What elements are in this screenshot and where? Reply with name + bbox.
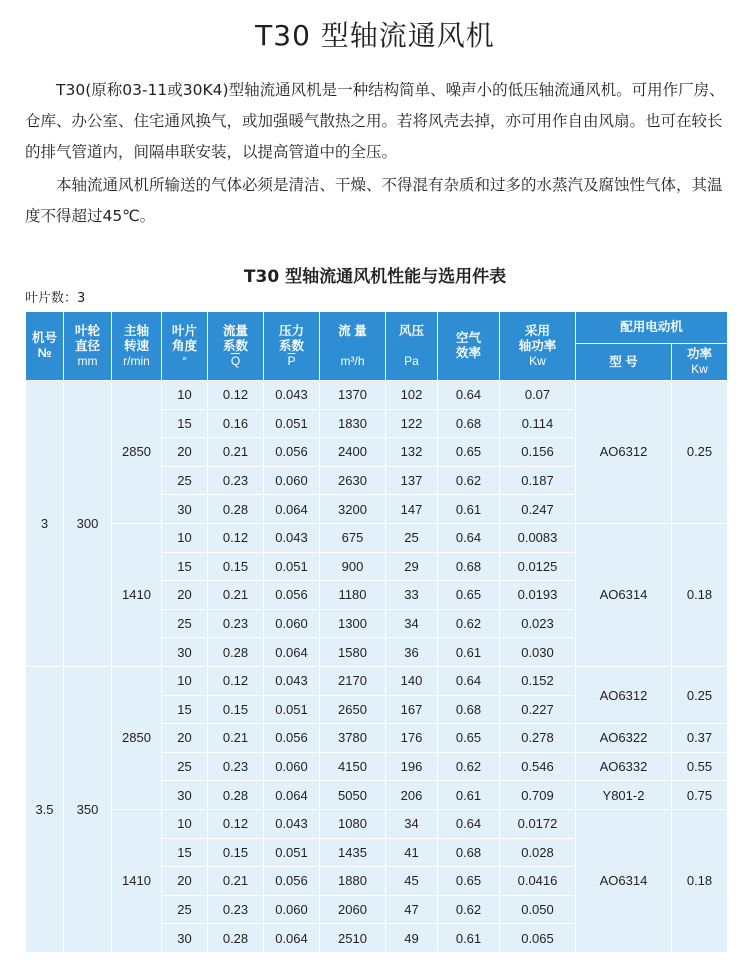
efficiency-cell: 0.62 [438,752,500,781]
table-row [26,809,728,838]
header-flow-coefficient: 流量 系数 $\overline{Q}$ [208,312,264,381]
pressure-cell: 36 [386,638,438,667]
shaft-power-cell: 0.187 [500,466,576,495]
flow-cell: 1880 [320,867,386,896]
shaft-speed-cell: 1410 [112,523,162,666]
pressure-cell: 137 [386,466,438,495]
flow-coefficient-cell: 0.28 [208,495,264,524]
flow-coefficient-cell: 0.21 [208,867,264,896]
efficiency-cell: 0.64 [438,523,500,552]
shaft-power-cell: 0.247 [500,495,576,524]
flow-cell: 1830 [320,409,386,438]
flow-cell: 1080 [320,809,386,838]
shaft-power-cell: 0.0416 [500,867,576,896]
motor-model-cell: AO6312 [576,381,672,524]
flow-coefficient-cell: 0.23 [208,609,264,638]
pressure-coefficient-cell: 0.043 [264,666,320,695]
pressure-coefficient-cell: 0.060 [264,466,320,495]
flow-cell: 1435 [320,838,386,867]
shaft-speed-cell: 2850 [112,381,162,524]
shaft-power-cell: 0.065 [500,924,576,953]
pressure-coefficient-cell: 0.060 [264,609,320,638]
flow-cell: 1580 [320,638,386,667]
flow-cell: 1180 [320,581,386,610]
pressure-coefficient-cell: 0.056 [264,438,320,467]
pressure-coefficient-cell: 0.043 [264,381,320,410]
flow-cell: 4150 [320,752,386,781]
header-motor-power: 功率 Kw [672,344,728,381]
header-impeller-diameter: 叶轮 直径 mm [64,312,112,381]
flow-cell: 2650 [320,695,386,724]
blade-angle-cell: 15 [162,552,208,581]
flow-cell: 675 [320,523,386,552]
shaft-power-cell: 0.278 [500,724,576,753]
flow-coefficient-cell: 0.12 [208,523,264,552]
efficiency-cell: 0.62 [438,895,500,924]
pressure-cell: 167 [386,695,438,724]
blade-angle-cell: 10 [162,523,208,552]
header-blade-angle: 叶片 角度 ° [162,312,208,381]
header-shaft-speed: 主轴 转速 r/min [112,312,162,381]
flow-cell: 3780 [320,724,386,753]
flow-coefficient-cell: 0.28 [208,781,264,810]
pressure-cell: 147 [386,495,438,524]
shaft-power-cell: 0.546 [500,752,576,781]
blade-angle-cell: 20 [162,581,208,610]
flow-cell: 1370 [320,381,386,410]
header-motor-group: 配用电动机 [576,312,728,344]
motor-power-cell: 0.37 [672,724,728,753]
pressure-cell: 47 [386,895,438,924]
efficiency-cell: 0.61 [438,781,500,810]
shaft-power-cell: 0.0125 [500,552,576,581]
motor-model-cell: AO6332 [576,752,672,781]
flow-coefficient-cell: 0.12 [208,666,264,695]
gas-requirement-paragraph: 本轴流通风机所输送的气体必须是清洁、干燥、不得混有杂质和过多的水蒸汽及腐蚀性气体，其温度不得超过45℃。 [25,176,723,225]
shaft-power-cell: 0.227 [500,695,576,724]
header-shaft-power: 采用 轴功率 Kw [500,312,576,381]
pressure-cell: 102 [386,381,438,410]
machine-no-cell: 3 [26,381,64,667]
pressure-coefficient-cell: 0.064 [264,924,320,953]
pressure-cell: 29 [386,552,438,581]
flow-cell: 3200 [320,495,386,524]
flow-cell: 2400 [320,438,386,467]
flow-coefficient-cell: 0.15 [208,838,264,867]
pressure-cell: 33 [386,581,438,610]
blade-angle-cell: 15 [162,695,208,724]
flow-cell: 2060 [320,895,386,924]
blade-angle-cell: 10 [162,809,208,838]
efficiency-cell: 0.64 [438,809,500,838]
motor-model-cell: AO6314 [576,523,672,666]
efficiency-cell: 0.64 [438,666,500,695]
efficiency-cell: 0.61 [438,495,500,524]
impeller-diameter-cell: 350 [64,666,112,952]
pressure-coefficient-cell: 0.051 [264,552,320,581]
pressure-coefficient-cell: 0.056 [264,867,320,896]
pressure-cell: 45 [386,867,438,896]
pressure-cell: 196 [386,752,438,781]
blade-angle-cell: 15 [162,838,208,867]
blade-angle-cell: 15 [162,409,208,438]
shaft-power-cell: 0.050 [500,895,576,924]
efficiency-cell: 0.61 [438,638,500,667]
pressure-cell: 41 [386,838,438,867]
efficiency-cell: 0.65 [438,438,500,467]
efficiency-cell: 0.65 [438,724,500,753]
flow-coefficient-cell: 0.15 [208,695,264,724]
flow-coefficient-cell: 0.23 [208,895,264,924]
flow-cell: 900 [320,552,386,581]
efficiency-cell: 0.64 [438,381,500,410]
pressure-cell: 140 [386,666,438,695]
pressure-cell: 25 [386,523,438,552]
impeller-diameter-cell: 300 [64,381,112,667]
header-pressure: 风压 Pa [386,312,438,381]
pressure-coefficient-cell: 0.043 [264,523,320,552]
shaft-power-cell: 0.030 [500,638,576,667]
blade-angle-cell: 10 [162,666,208,695]
flow-cell: 2170 [320,666,386,695]
flow-cell: 2510 [320,924,386,953]
shaft-speed-cell: 2850 [112,666,162,809]
pressure-coefficient-cell: 0.060 [264,752,320,781]
pressure-coefficient-cell: 0.064 [264,638,320,667]
motor-model-cell: AO6322 [576,724,672,753]
table-body [26,381,728,953]
pressure-coefficient-cell: 0.051 [264,409,320,438]
blade-angle-cell: 30 [162,924,208,953]
shaft-power-cell: 0.0193 [500,581,576,610]
motor-power-cell: 0.18 [672,809,728,952]
header-motor-model: 型 号 [576,344,672,381]
table-row [26,666,728,695]
motor-power-cell: 0.55 [672,752,728,781]
shaft-power-cell: 0.152 [500,666,576,695]
shaft-power-cell: 0.028 [500,838,576,867]
header-machine-no: 机号 № [26,312,64,381]
pressure-coefficient-cell: 0.043 [264,809,320,838]
flow-coefficient-cell: 0.21 [208,724,264,753]
flow-cell: 5050 [320,781,386,810]
flow-coefficient-cell: 0.28 [208,638,264,667]
blade-angle-cell: 20 [162,724,208,753]
table-row [26,381,728,410]
table-row [26,523,728,552]
shaft-power-cell: 0.07 [500,381,576,410]
pressure-coefficient-cell: 0.051 [264,838,320,867]
efficiency-cell: 0.68 [438,695,500,724]
header-efficiency: 空气 效率 [438,312,500,381]
motor-power-cell: 0.75 [672,781,728,810]
pressure-coefficient-cell: 0.051 [264,695,320,724]
efficiency-cell: 0.68 [438,409,500,438]
pressure-cell: 34 [386,809,438,838]
shaft-power-cell: 0.0083 [500,523,576,552]
flow-cell: 2630 [320,466,386,495]
efficiency-cell: 0.65 [438,867,500,896]
machine-no-cell: 3.5 [26,666,64,952]
blade-angle-cell: 30 [162,495,208,524]
pressure-coefficient-cell: 0.056 [264,724,320,753]
flow-coefficient-cell: 0.21 [208,438,264,467]
blade-angle-cell: 25 [162,609,208,638]
header-flow: 流 量 m³/h [320,312,386,381]
shaft-power-cell: 0.0172 [500,809,576,838]
flow-coefficient-cell: 0.28 [208,924,264,953]
flow-cell: 1300 [320,609,386,638]
blade-angle-cell: 20 [162,438,208,467]
efficiency-cell: 0.65 [438,581,500,610]
blade-angle-cell: 25 [162,752,208,781]
motor-power-cell: 0.25 [672,381,728,524]
pressure-coefficient-cell: 0.064 [264,495,320,524]
pressure-cell: 34 [386,609,438,638]
efficiency-cell: 0.68 [438,838,500,867]
pressure-cell: 132 [386,438,438,467]
blade-angle-cell: 25 [162,895,208,924]
shaft-power-cell: 0.114 [500,409,576,438]
blade-count: 叶片数：3 [25,291,86,306]
pressure-cell: 206 [386,781,438,810]
pressure-cell: 176 [386,724,438,753]
page-title: T30 型轴流通风机 [255,19,495,52]
motor-power-cell: 0.25 [672,666,728,723]
motor-model-cell: AO6314 [576,809,672,952]
flow-coefficient-cell: 0.23 [208,752,264,781]
efficiency-cell: 0.68 [438,552,500,581]
shaft-speed-cell: 1410 [112,809,162,952]
blade-angle-cell: 30 [162,781,208,810]
motor-model-cell: Y801-2 [576,781,672,810]
flow-coefficient-cell: 0.23 [208,466,264,495]
shaft-power-cell: 0.156 [500,438,576,467]
efficiency-cell: 0.62 [438,609,500,638]
blade-angle-cell: 30 [162,638,208,667]
blade-angle-cell: 10 [162,381,208,410]
motor-power-cell: 0.18 [672,523,728,666]
pressure-coefficient-cell: 0.064 [264,781,320,810]
performance-table [25,311,728,953]
pressure-coefficient-cell: 0.056 [264,581,320,610]
shaft-power-cell: 0.709 [500,781,576,810]
table-title: T30 型轴流通风机性能与选用件表 [243,267,507,287]
flow-coefficient-cell: 0.21 [208,581,264,610]
intro-paragraph: T30(原称03-11或30K4)型轴流通风机是一种结构简单、噪声小的低压轴流通风机。可用作厂房、仓库、办公室、住宅通风换气，或加强暖气散热之用。若将风壳去掉，亦可用作自由风扇。也可在较长的排气管道内，间隔串联安装，以提高管道中的全压。 [25,81,725,161]
flow-coefficient-cell: 0.12 [208,381,264,410]
pressure-coefficient-cell: 0.060 [264,895,320,924]
blade-angle-cell: 25 [162,466,208,495]
motor-model-cell: AO6312 [576,666,672,723]
flow-coefficient-cell: 0.12 [208,809,264,838]
flow-coefficient-cell: 0.16 [208,409,264,438]
header-pressure-coefficient: 压力 系数 $\overline{P}$ [264,312,320,381]
flow-coefficient-cell: 0.15 [208,552,264,581]
blade-angle-cell: 20 [162,867,208,896]
efficiency-cell: 0.62 [438,466,500,495]
efficiency-cell: 0.61 [438,924,500,953]
shaft-power-cell: 0.023 [500,609,576,638]
pressure-cell: 49 [386,924,438,953]
pressure-cell: 122 [386,409,438,438]
